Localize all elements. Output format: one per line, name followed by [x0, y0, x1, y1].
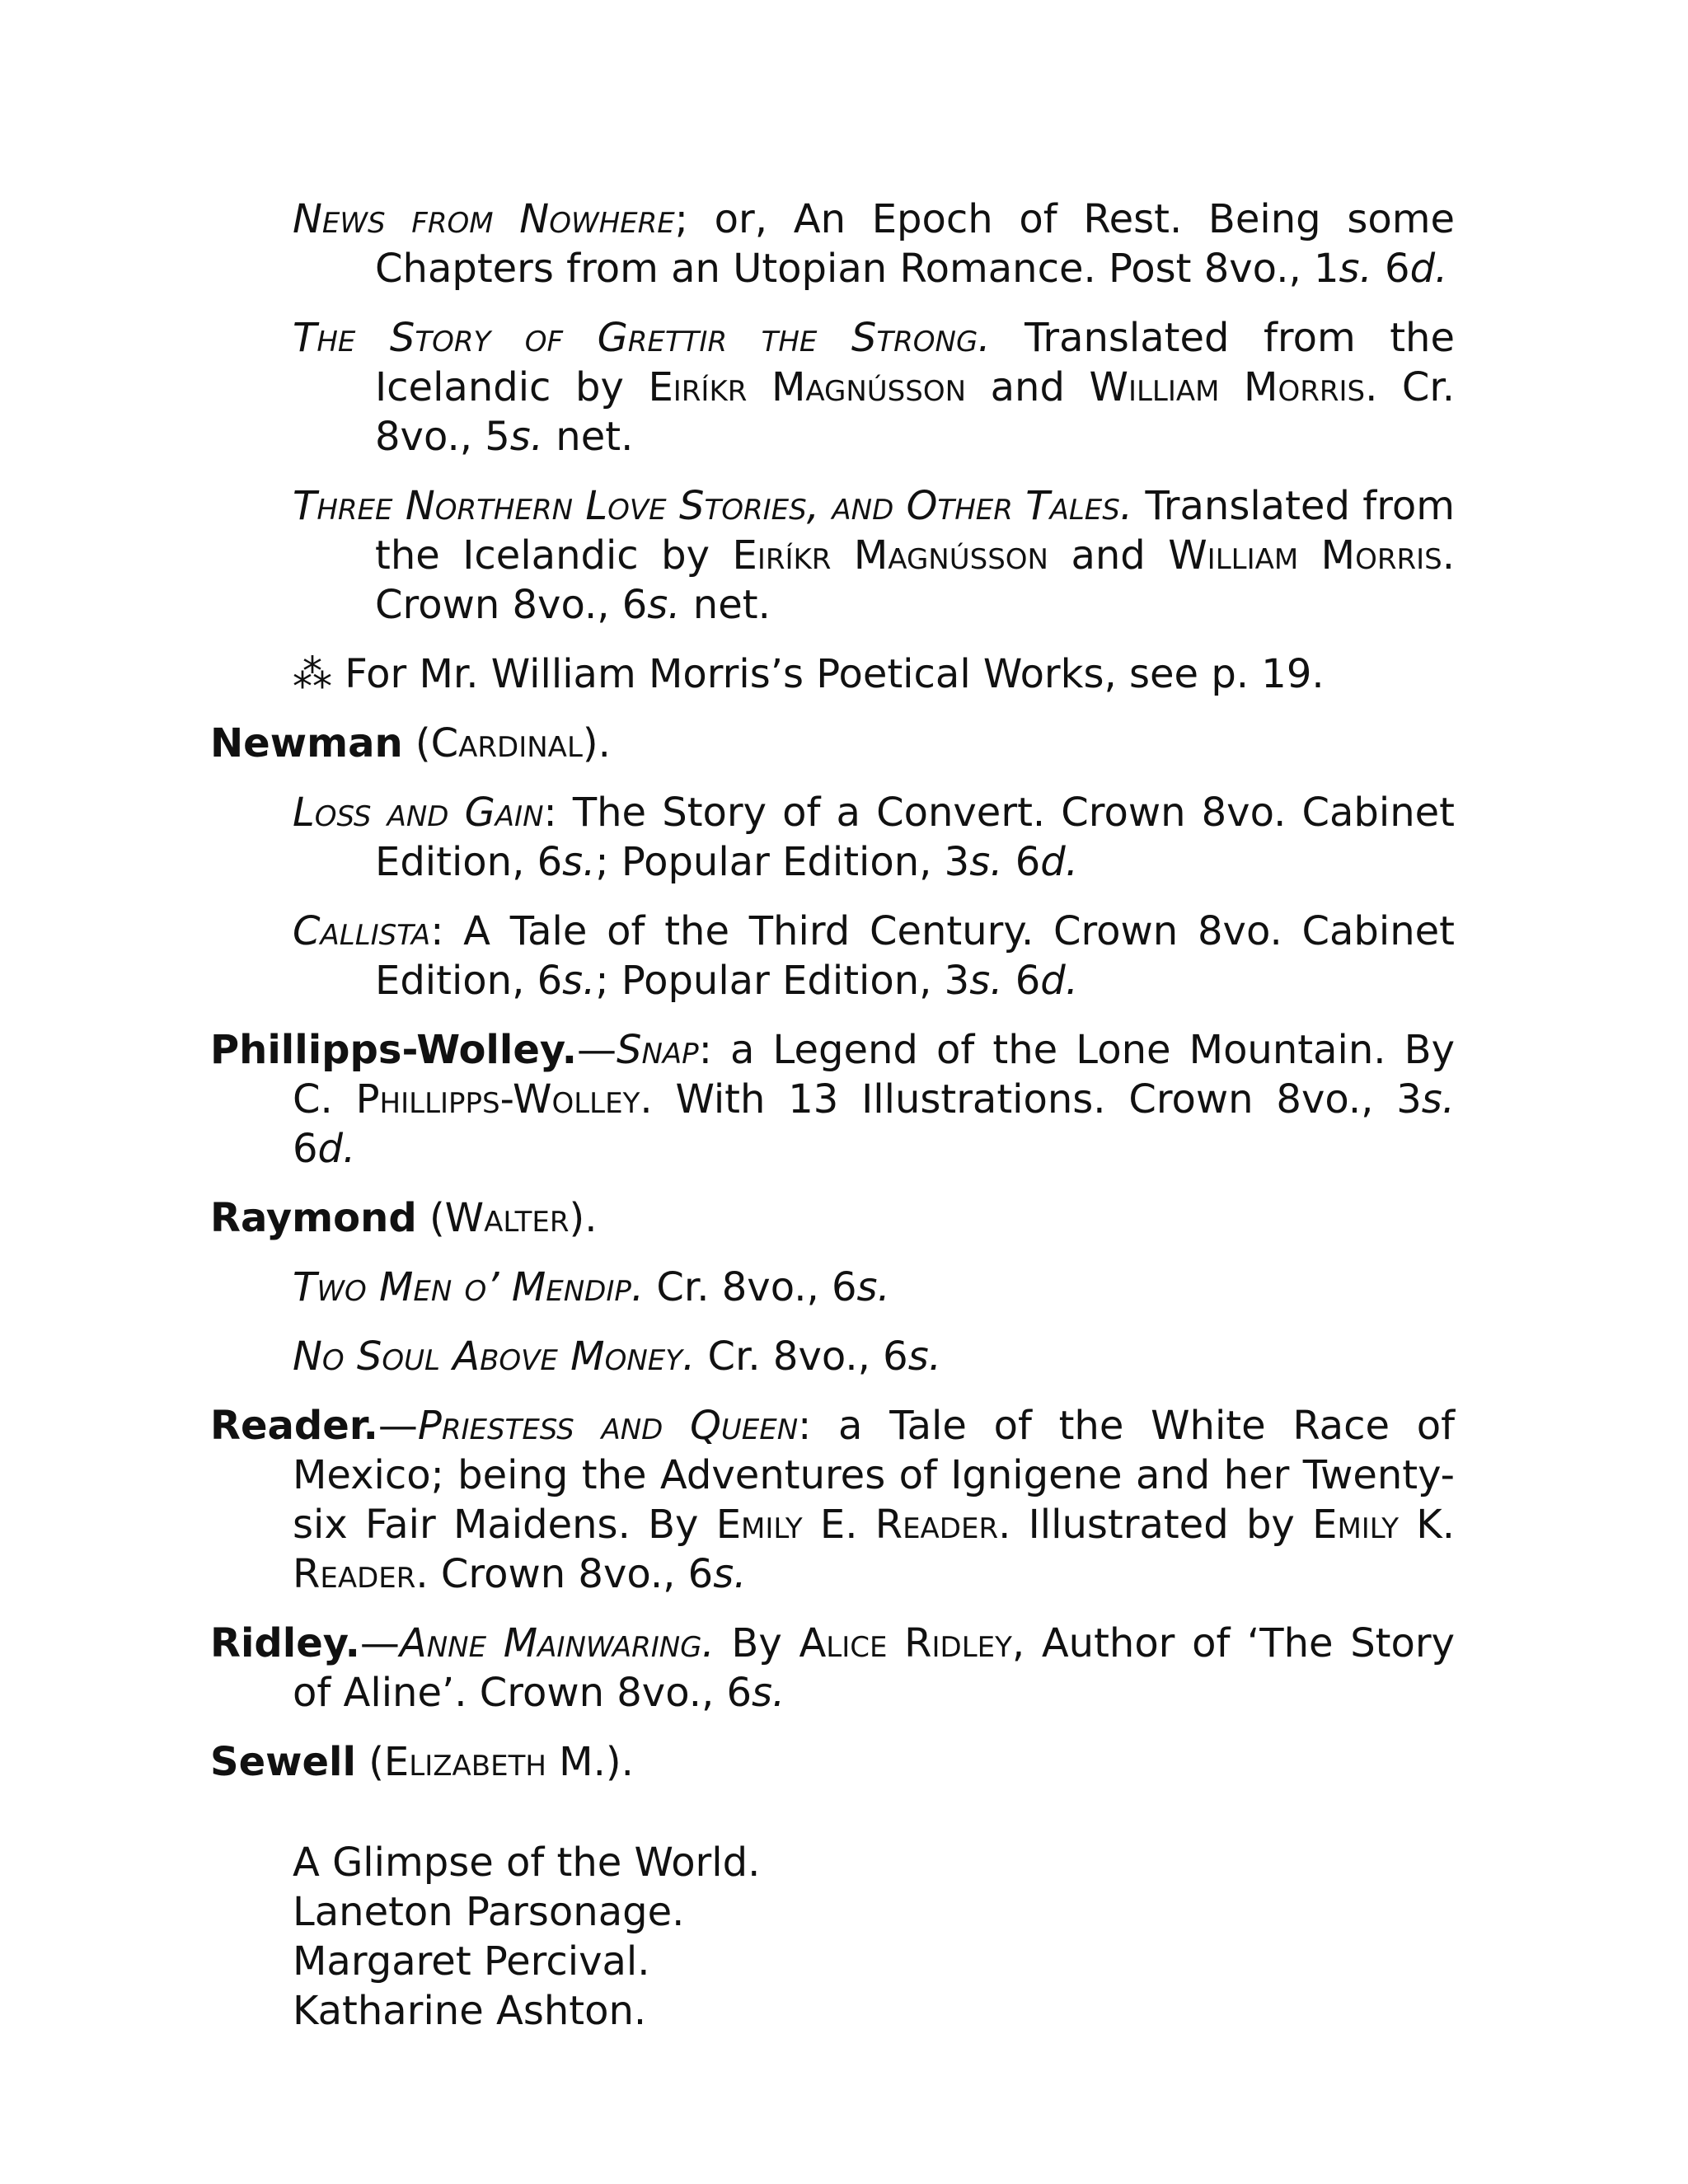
author-forename: Cardinal	[430, 720, 583, 766]
entry-sewell	[210, 1737, 1455, 1787]
book-title: No Soul Above Money.	[293, 1333, 696, 1380]
entry-two-men-o-mendip	[210, 1263, 1455, 1312]
entry-text: (	[416, 1195, 445, 1241]
book-title: Snap	[617, 1027, 699, 1073]
author-name: Emily	[1312, 1502, 1399, 1548]
catalogue-page	[210, 194, 1455, 2036]
list-item: Margaret Percival.	[293, 1938, 650, 1985]
entry-poetical-works-note	[210, 649, 1455, 699]
price-unit: s.	[713, 1551, 747, 1597]
price-unit: s.	[647, 582, 681, 628]
price-unit: s.	[562, 839, 596, 885]
price-unit: s.	[969, 839, 1003, 885]
entry-text: 6	[1372, 246, 1410, 292]
entry-text: 6	[1002, 958, 1041, 1004]
price-unit: d.	[317, 1126, 356, 1172]
entry-text: and	[966, 364, 1090, 410]
entry-callista	[210, 907, 1455, 1005]
list-item: Katharine Ashton.	[293, 1988, 647, 2034]
author-heading: Phillipps-Wolley.	[210, 1027, 578, 1073]
author-forename: Walter	[444, 1195, 570, 1241]
book-title: Two Men o’ Mendip.	[293, 1264, 645, 1310]
book-title: Priestess and Queen	[417, 1403, 799, 1449]
entry-phillipps-wolley	[210, 1025, 1455, 1174]
author-name: William Morris	[1168, 532, 1442, 579]
price-unit: s.	[752, 1670, 785, 1716]
entry-text: —	[377, 1403, 418, 1449]
entry-text: ).	[569, 1195, 598, 1241]
author-name: Emily	[715, 1502, 803, 1548]
entry-text: . With 13 Illustrations. Crown 8vo., 3	[640, 1076, 1422, 1122]
entry-text: 6	[293, 1126, 318, 1172]
entry-text: Cr. 8vo., 6	[695, 1333, 908, 1380]
author-name: Reader	[293, 1551, 416, 1597]
entry-news-from-nowhere	[210, 194, 1455, 293]
author-name: William Morris	[1089, 364, 1366, 410]
entry-text: —	[359, 1620, 400, 1666]
price-unit: d.	[1040, 839, 1078, 885]
entry-text: . Illustrated by	[998, 1502, 1313, 1548]
entry-text: (	[402, 720, 431, 766]
entry-text: : a Tale of the White Race of Mexico; being the Adventures of Ignigene and her Twenty-six Fair Maidens. By	[293, 1403, 1455, 1548]
entry-text: Cr. 8vo., 6	[644, 1264, 857, 1310]
entry-text: —	[577, 1027, 617, 1073]
entry-text: Translated from the Icelandic by	[375, 315, 1455, 410]
entry-grettir	[210, 313, 1455, 462]
price-unit: s.	[907, 1333, 941, 1380]
author-forename: Elizabeth	[383, 1739, 546, 1785]
price-unit: s.	[509, 414, 544, 460]
entry-newman	[210, 719, 1455, 768]
price-unit: d.	[1409, 246, 1448, 292]
entry-text: and	[1048, 532, 1169, 579]
entry-text: : A Tale of the Third Century. Crown 8vo. Cabinet Edition, 6	[375, 908, 1455, 1004]
entry-loss-and-gain	[210, 788, 1455, 887]
entry-text: . Cr. 8vo., 5	[375, 364, 1455, 460]
entry-text: By	[714, 1620, 799, 1666]
list-item: Laneton Parsonage.	[293, 1889, 685, 1935]
list-item: A Glimpse of the World.	[293, 1840, 761, 1886]
entry-text: ).	[582, 720, 611, 766]
entry-reader	[210, 1401, 1455, 1599]
entry-text: : The Story of a Convert. Crown 8vo. Cabinet Edition, 6	[375, 790, 1456, 885]
entry-text: . Crown 8vo., 6	[415, 1551, 714, 1597]
price-unit: s.	[1421, 1076, 1456, 1122]
entry-text: Translated from the Icelandic by	[375, 483, 1455, 579]
entry-no-soul-above-money	[210, 1332, 1455, 1381]
book-title: Anne Mainwaring.	[399, 1620, 715, 1666]
entry-three-northern	[210, 481, 1455, 630]
author-name: Alice Ridley	[799, 1620, 1012, 1666]
asterism-icon: ⁂	[293, 651, 332, 697]
book-title: The Story of Grettir the Strong.	[293, 315, 991, 361]
price-unit: s.	[969, 958, 1003, 1004]
entry-text: ; Popular Edition, 3	[595, 958, 970, 1004]
entry-text: K.	[1399, 1502, 1456, 1548]
entry-text: : a Legend of the Lone Mountain. By C.	[293, 1027, 1455, 1122]
entry-text: M.).	[546, 1739, 634, 1785]
sewell-title-list	[293, 1838, 1455, 2036]
author-name: Phillipps-Wolley	[355, 1076, 640, 1122]
entry-ridley	[210, 1619, 1455, 1718]
price-unit: s.	[1339, 246, 1372, 292]
author-name: Eiríkr Magnússon	[732, 532, 1048, 579]
book-title: Loss and Gain	[293, 790, 544, 836]
entry-text: (	[355, 1739, 384, 1785]
book-title: Three Northern Love Stories, and Other Tales.	[293, 483, 1133, 529]
price-unit: s.	[562, 958, 596, 1004]
book-title: News from Nowhere	[293, 196, 675, 242]
price-unit: s.	[856, 1264, 890, 1310]
entry-text: net.	[543, 414, 634, 460]
entry-text: . Crown 8vo., 6	[375, 532, 1455, 628]
entry-text: ; Popular Edition, 3	[595, 839, 970, 885]
author-heading: Sewell	[210, 1739, 356, 1785]
entry-text: net.	[680, 582, 771, 628]
author-name: Reader	[874, 1502, 999, 1548]
author-heading: Raymond	[210, 1195, 417, 1241]
author-heading: Newman	[210, 720, 403, 766]
entry-text: , Author of ‘The Story of Aline’. Crown 8vo., 6	[293, 1620, 1455, 1716]
entry-text: For Mr. William Morris’s Poetical Works, see p. 19.	[332, 651, 1325, 697]
entry-text: 6	[1002, 839, 1041, 885]
book-title: Callista	[293, 908, 431, 954]
entry-raymond	[210, 1193, 1455, 1243]
author-heading: Ridley.	[210, 1620, 360, 1666]
entry-text: E.	[802, 1502, 875, 1548]
author-heading: Reader.	[210, 1403, 378, 1449]
author-name: Eiríkr Magnússon	[648, 364, 967, 410]
entry-text: ; or, An Epoch of Rest. Being some Chapters from an Utopian Romance. Post 8vo., 1	[375, 196, 1456, 292]
price-unit: d.	[1040, 958, 1078, 1004]
